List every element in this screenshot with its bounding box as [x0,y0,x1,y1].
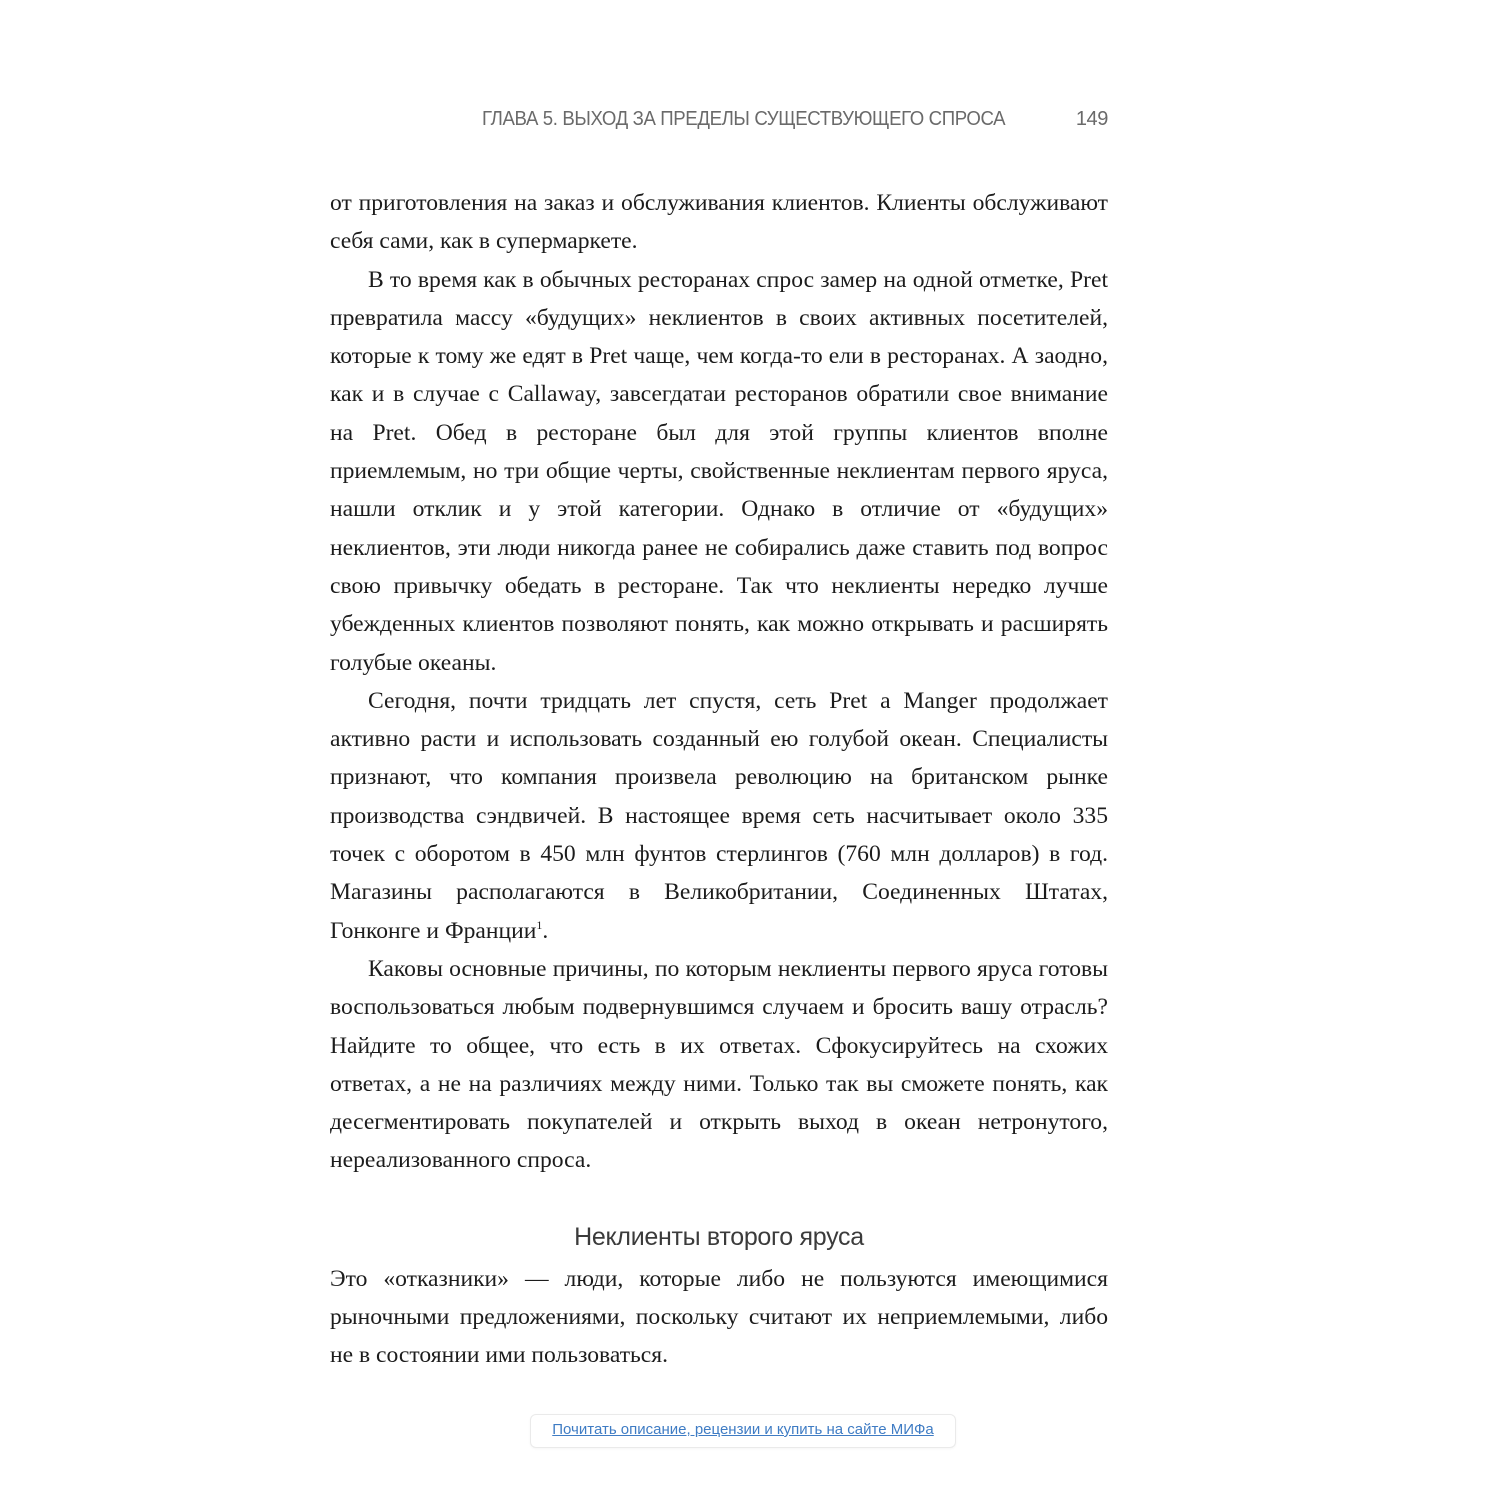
shop-link-box [530,1414,956,1448]
paragraph: Каковы основные причины, по которым неклиенты первого яруса готовы воспользоваться любым подвернувшимся случаем и бросить вашу отрасль? Найдите то общее, что есть в их ответах. Сфокусируйтесь на схожих ответах, а не на различиях между ними. Только так вы сможете понять, как десегментировать покупателей и открыть выход в океан нетронутого, нереализованного спроса. [330,955,1108,1174]
footnote-marker: 1 [536,917,543,932]
paragraph [330,682,1108,950]
paragraph: В то время как в обычных ресторанах спрос замер на одной отметке, Pret превратила массу «будущих» неклиентов в своих активных посетителей, которые к тому же едят в Pret чаще, чем когда-то ели в ресторанах. А заодно, как и в случае с Callaway, завсегдатаи ресторанов обратили свое внимание на Pret. Обед в ресторане был для этой группы клиентов вполне приемлемым, но три общие черты, свойственные неклиентам первого яруса, нашли отклик и у этой категории. Однако в отличие от «будущих» неклиентов, эти люди никогда ранее не собирались даже ставить под вопрос свою привычку обедать в ресторане. Так что неклиенты нередко лучше убежденных клиентов позволяют понять, как можно открывать и расширять голубые океаны. [330,266,1108,676]
body-text [330,184,1108,1375]
paragraph-end: . [542,917,549,944]
running-head [330,104,1108,138]
chapter-title: ГЛАВА 5. ВЫХОД ЗА ПРЕДЕЛЫ СУЩЕСТВУЮЩЕГО СПРОСА [482,108,1006,130]
paragraph-continued: от приготовления на заказ и обслуживания клиентов. Клиенты обслуживают себя сами, как в супермаркете. [330,190,1108,255]
paragraph-text: Сегодня, почти тридцать лет спустя, сеть Pret a Manger продолжает активно расти и использовать созданный ею голубой океан. Специалисты признают, что компания произвела революцию на британском рынке производства сэндвичей. В настоящее время сеть насчитывает около 335 точек с оборотом в 450 млн фунтов стерлингов (760 млн долларов) в год. Магазины располагаются в Великобритании, Соединенных Штатах, Гонконге и Франции [330,687,1108,944]
shop-link[interactable]: Почитать описание, рецензии и купить на сайте МИФа [552,1421,934,1438]
section-title: Неклиенты второго яруса [574,1222,864,1251]
section-paragraph: Это «отказники» — люди, которые либо не пользуются имеющимися рыночными предложениями, поскольку считают их неприемлемыми, либо не в состоянии ими пользоваться. [330,1265,1108,1369]
page-number: 149 [1075,108,1108,130]
